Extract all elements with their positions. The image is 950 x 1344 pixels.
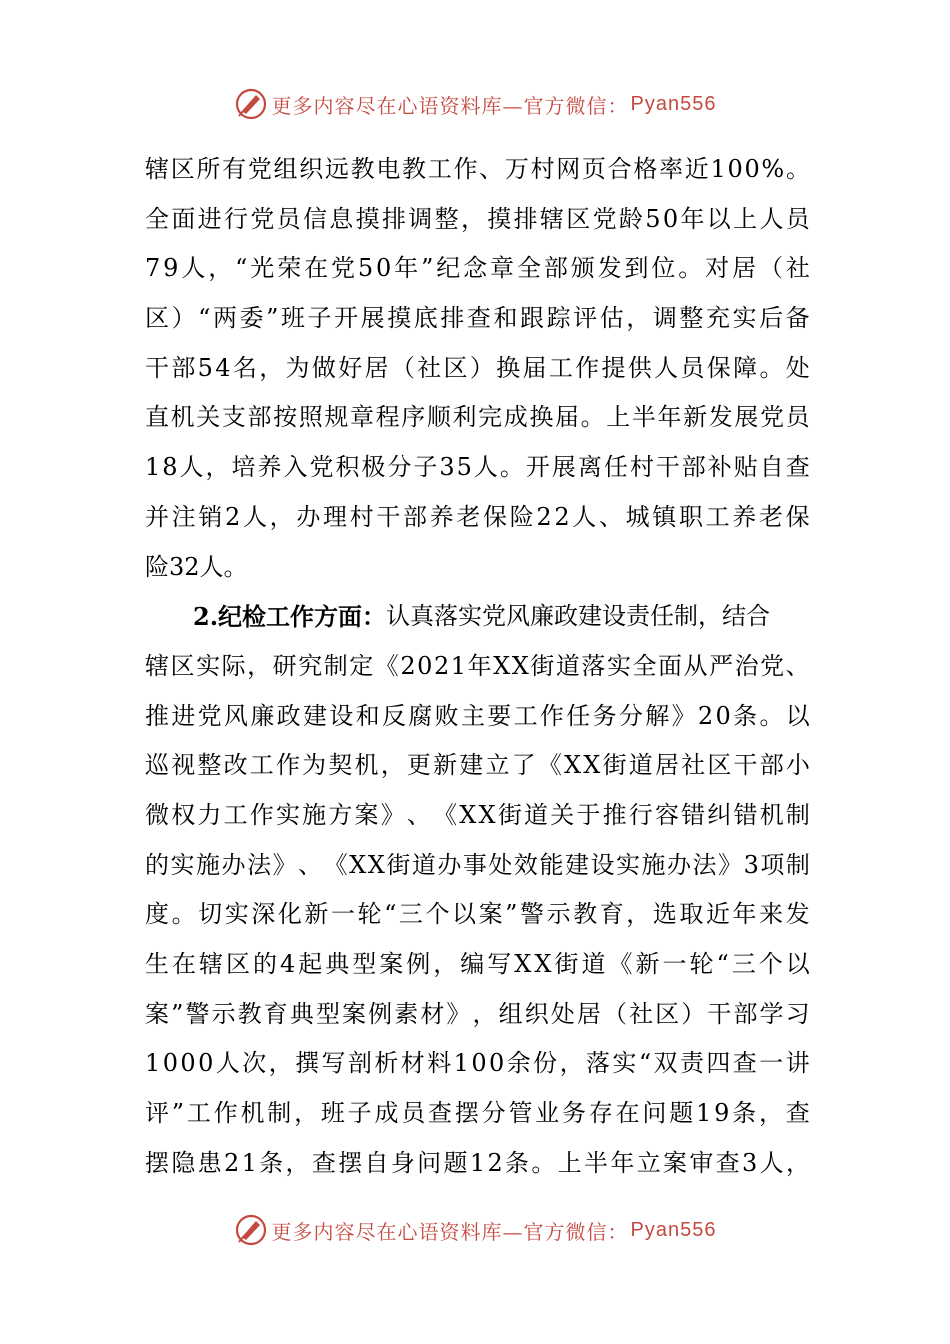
text-line: 直 机 关 支 部 按 照 规 章 程 序 顺 利 完 成 换 届 。 上 半 年 新 发 展 党 员 [145, 403, 810, 432]
text-line: 摆 隐 患 2 1 条 ， 查 摆 自 身 问 题 1 2 条 。 上 半 年 立 案 审 查 3 人 ， [145, 1148, 810, 1177]
pen-circle-icon [234, 87, 268, 121]
text-line: 微 权 力 工 作 实 施 方 案 》 、 《 X X 街 道 关 于 推 行 容 错 纠 错 机 制 [145, 800, 810, 829]
wechat-id: Pyan556 [630, 92, 717, 115]
text-line: 区 ） “ 两 委 ” 班 子 开 展 摸 底 排 查 和 跟 踪 评 估 ， 调 整 充 实 后 备 [145, 304, 810, 333]
text-line: 辖 区 实 际 ， 研 究 制 定 《 2 0 2 1 年 X X 街 道 落 实 全 面 从 严 治 党 、 [145, 651, 810, 680]
section-heading-line [145, 592, 810, 642]
wechat-id: Pyan556 [630, 1218, 717, 1241]
text-line: 生 在 辖 区 的 4 起 典 型 案 例 ， 编 写 X X 街 道 《 新 一 轮 “ 三 个 以 [145, 950, 810, 978]
text-line: 巡 视 整 改 工 作 为 契 机 ， 更 新 建 立 了 《 X X 街 道 居 社 区 干 部 小 [145, 751, 810, 780]
footer-banner [0, 1210, 950, 1250]
pen-circle-icon [234, 1213, 268, 1247]
text-line: 全 面 进 行 党 员 信 息 摸 排 调 整 ， 摸 排 辖 区 党 龄 5 0 年 以 上 人 员 [145, 204, 810, 233]
document-body [145, 145, 810, 1188]
text-line: 1 0 0 0 人 次 ， 撰 写 剖 析 材 料 1 0 0 余 份 ， 落 实 “ 双 责 四 查 一 讲 [145, 1049, 810, 1078]
header-banner [0, 84, 950, 124]
text-line: 评 ” 工 作 机 制 ， 班 子 成 员 查 摆 分 管 业 务 存 在 问 题 1 9 条 ， 查 [145, 1099, 810, 1128]
banner-text: 更多内容尽在心语资料库—官方微信： [271, 1219, 629, 1244]
text-line: 干 部 5 4 名 ， 为 做 好 居 （ 社 区 ） 换 届 工 作 提 供 人 员 保 障 。 处 [145, 353, 810, 382]
text-line: 度 。 切 实 深 化 新 一 轮 “ 三 个 以 案 ” 警 示 教 育 ， 选 取 近 年 来 发 [145, 900, 810, 929]
text-line: 险32人。 [145, 552, 248, 581]
section-heading: 2.纪检工作方面： [193, 602, 387, 632]
section-text: 认真落实党风廉政建设责任制，结合 [386, 602, 771, 631]
text-line: 案 ” 警 示 教 育 典 型 案 例 素 材 》 ， 组 织 处 居 （ 社 区 ） 干 部 学 习 [145, 999, 810, 1028]
text-line: 辖 区 所 有 党 组 织 远 教 电 教 工 作 、 万 村 网 页 合 格 率 近 1 0 0 % 。 [145, 155, 810, 183]
text-line: 的 实 施 办 法 》 、 《 X X 街 道 办 事 处 效 能 建 设 实 施 办 法 》 3 项 制 [145, 850, 810, 879]
text-line: 7 9 人 ， “ 光 荣 在 党 5 0 年 ” 纪 念 章 全 部 颁 发 到 位 。 对 居 （ 社 [145, 254, 810, 283]
banner-text: 更多内容尽在心语资料库—官方微信： [271, 93, 629, 118]
text-line: 1 8 人 ， 培 养 入 党 积 极 分 子 3 5 人 。 开 展 离 任 村 干 部 补 贴 自 查 [145, 453, 810, 482]
text-line: 并 注 销 2 人 ， 办 理 村 干 部 养 老 保 险 2 2 人 、 城 镇 职 工 养 老 保 [145, 502, 810, 531]
text-line: 推 进 党 风 廉 政 建 设 和 反 腐 败 主 要 工 作 任 务 分 解 》 2 0 条 。 以 [145, 701, 810, 730]
